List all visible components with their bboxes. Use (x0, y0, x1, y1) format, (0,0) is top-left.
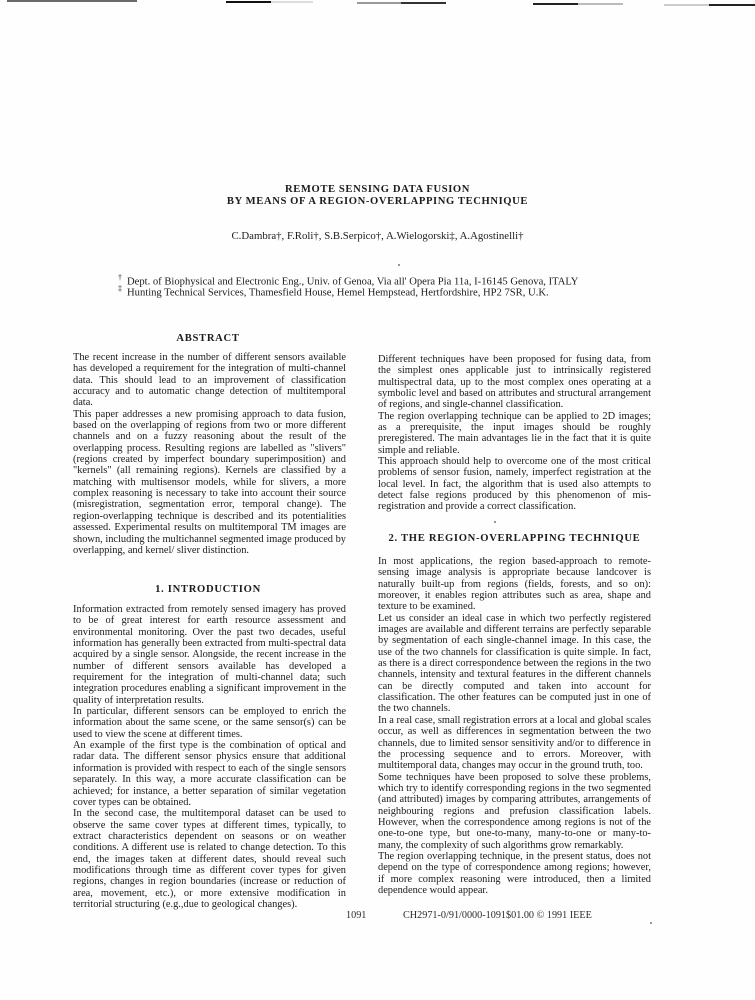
abstract-heading: ABSTRACT (176, 333, 240, 344)
scan-artifact (401, 2, 446, 4)
scan-artifact (226, 1, 271, 3)
copyright-notice: CH2971-0/91/0000-1091$01.00 © 1991 IEEE (403, 910, 592, 921)
scan-speck (494, 521, 496, 523)
section2-paragraph: Let us consider an ideal case in which two perfectly registered images are available and different terrains are perfectly separable by segmentation of each single-channel image. In this case, the use of the two channels for classification is quite simple. In fact, as there is a direct correspondence between the regions in the two channels, intensity and textural features in the different channels can be directly computed and taken into account for classification. The other features can be computed just in one of the two channels. (378, 612, 651, 715)
page-number: 1091 (346, 910, 367, 921)
affiliation-2 (118, 284, 549, 299)
scan-artifact (271, 1, 313, 3)
scan-artifact (664, 4, 709, 6)
section2-paragraph: In most applications, the region based-approach to remote-sensing image analysis is appropriate because landcover is naturally built-up from regions (fields, forests, and so on): moreover, it enables region attributes such as area, shape and texture to be examined. (378, 556, 651, 613)
introduction-paragraph: In particular, different sensors can be employed to enrich the information about the same scene, or the same sensor(s) can be used to view the scene at different times. (73, 706, 346, 740)
section2-paragraph: In a real case, small registration errors at a local and global scales occur, as well as differences in segmentation between the two channels, due to limited sensor sensitivity and/or to difference in the processing sequence and to errors. Moreover, with multitemporal data, changes may occur in the ground truth, too. (378, 714, 651, 772)
section2-body (378, 556, 651, 896)
paper-title (0, 184, 755, 207)
affiliation-mark: † (118, 273, 122, 282)
scan-speck (398, 264, 400, 266)
abstract-paragraph: The recent increase in the number of different sensors available has developed a requirement for the integration of multi-channel data. This should lead to an improvement of classification accuracy and to automatic change detection of multitemporal data. (73, 352, 346, 409)
scan-artifact (709, 4, 755, 6)
affiliation-mark: ‡ (118, 284, 122, 293)
intro-continued-paragraph: This approach should help to overcome one of the most critical problems of sensor fusion, namely, imperfect registration at the local level. In fact, the algorithm that is used also attempts to detect false regions produced by this phenomenon of mis-registration and provide a correct classification. (378, 456, 651, 513)
abstract-body (73, 352, 346, 556)
scan-artifact (7, 0, 137, 2)
scan-artifact (533, 3, 578, 5)
introduction-paragraph: Information extracted from remotely sensed imagery has proved to be of great interest for earth resource assessment and environmental monitoring. Over the past two decades, useful information has generally been extracted from multi-spectral data acquired by a single sensor. Alongside, the recent increase in the number of different sensors available has developed a requirement for the integration of multi-channel data; such integration procedures enabling a significant improvement in the quality of interpretation results. (73, 604, 346, 706)
author-list: C.Dambra†, F.Roli†, S.B.Serpico†, A.Wielogorski‡, A.Agostinelli† (231, 230, 524, 242)
introduction-paragraph: In the second case, the multitemporal dataset can be used to observe the same cover types at different times, typically, to extract characteristics dependent on seasons or on weather conditions. A different use is related to change detection. To this end, the images taken at different dates, should reveal such modifications through time as different cover types for given regions, changes in region boundaries (increase or reduction of area, movement, etc.), or more extensive modification in territorial structuring (e.g.,due to geological changes). (73, 808, 346, 910)
intro-continued-paragraph: Different techniques have been proposed for fusing data, from the simplest ones applicable just to intrinsically registered multispectral data, up to the most complex ones operating at a symbolic level and based on attributes and structural arrangement of regions, and single-channel classification. (378, 354, 651, 411)
section-heading-introduction: 1. INTRODUCTION (155, 584, 261, 595)
title-line-2: BY MEANS OF A REGION-OVERLAPPING TECHNIQUE (226, 195, 529, 207)
right-intro-body (378, 354, 651, 513)
section-heading-region-overlapping: 2. THE REGION-OVERLAPPING TECHNIQUE (388, 533, 641, 544)
section2-paragraph: Some techniques have been proposed to solve these problems, which try to identify corresponding regions in the two segmented (and attributed) images by comparing attributes, arrangements of neighbouring regions and prefusion classification labels. However, when the correspondence among regions is not of the one-to-one type, but one-to-many, many-to-one or many-to-many, the complexity of such algorithms grow remarkably. (378, 771, 651, 851)
section2-paragraph: The region overlapping technique, in the present status, does not depend on the type of correspondence among regions; however, if more complex reasoning were introduced, then a limited dependence would appear. (378, 850, 651, 896)
title-line-1: REMOTE SENSING DATA FUSION (284, 184, 471, 195)
affiliation-text: Dept. of Biophysical and Electronic Eng., Univ. of Genoa, Via all' Opera Pia 11a, I-16145 Genova, ITALY (127, 276, 579, 288)
intro-continued-paragraph: The region overlapping technique can be applied to 2D images; as a prerequisite, the input images should be roughly preregistered. The main advantages lie in the fact that it is quite simple and reliable. (378, 410, 651, 456)
introduction-body (73, 604, 346, 910)
introduction-paragraph: An example of the first type is the combination of optical and radar data. The different sensor physics ensure that additional information is provided with respect to each of the single sensors separately. In this way, a more accurate classification can be achieved; for instance, a better separation of similar vegetation cover types can be obtained. (73, 740, 346, 808)
affiliation-text: Hunting Technical Services, Thamesfield House, Hemel Hempstead, Hertfordshire, HP2 7SR, U.K. (127, 287, 549, 299)
scan-speck (650, 922, 652, 924)
scan-artifact (578, 3, 623, 5)
scan-artifact (357, 2, 401, 4)
abstract-paragraph: This paper addresses a new promising approach to data fusion, based on the overlapping of regions from two or more different channels and on a fuzzy reasoning about the result of the overlapping process. Resulting regions are labelled as "slivers" (regions created by imperfect boundary superimposition) and "kernels" (all remaining regions). Kernels are classified by a matching with multisensor models, while for slivers, a more complex reasoning is necessary to take into account their source (misregistration, segmentation error, temporal change). The region-overlapping technique is described and its potentialities assessed. Experimental results on multitemporal TM images are shown, including the multichannel segmented image produced by overlapping, and kernel/ sliver distinction. (73, 408, 346, 556)
